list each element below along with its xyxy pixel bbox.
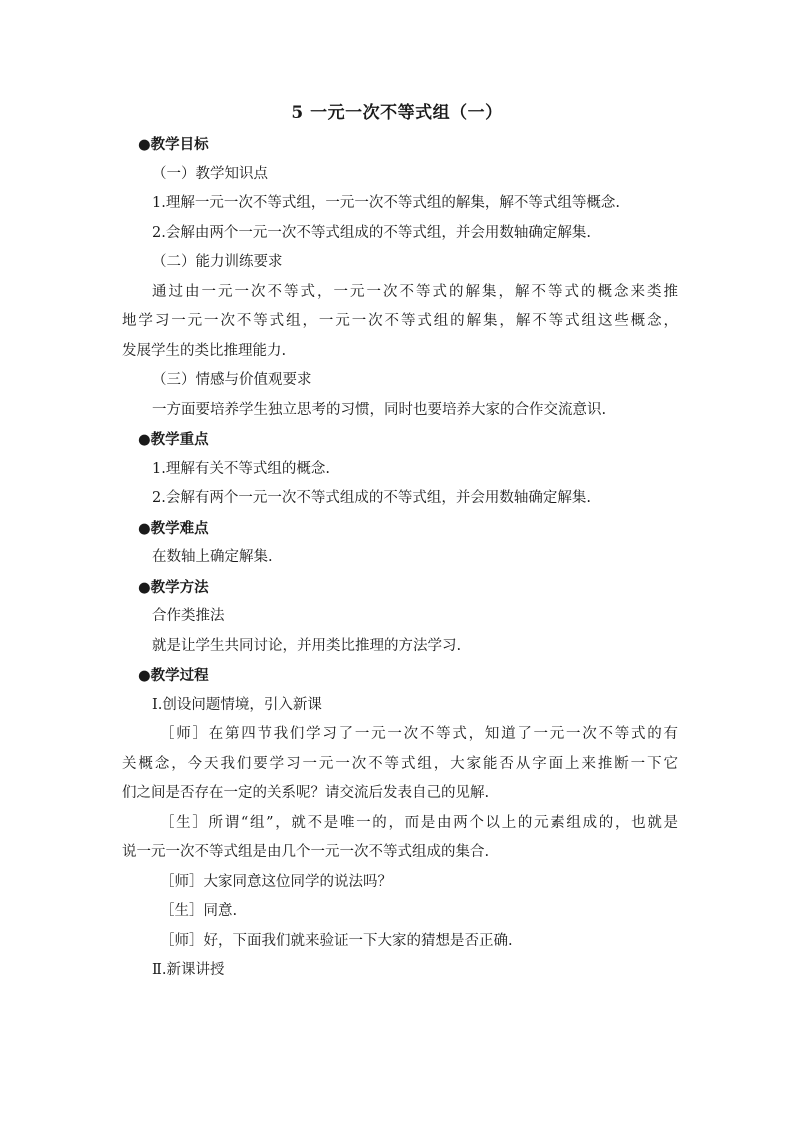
- section-heading: ●教学过程: [138, 667, 209, 684]
- text-line: Ⅱ.新课讲授: [152, 962, 225, 978]
- text-line: 在数轴上确定解集.: [152, 549, 273, 565]
- text-line: 合作类推法: [152, 608, 225, 624]
- section-heading: ●教学目标: [138, 136, 209, 153]
- text-line: Ⅰ.创设问题情境，引入新课: [152, 696, 322, 713]
- text-line: 一方面要培养学生独立思考的习惯，同时也要培养大家的合作交流意识.: [152, 401, 607, 418]
- text-line: （二）能力训练要求: [152, 254, 283, 270]
- text-line: ［生］所谓“组”，就不是唯一的，而是由两个以上的元素组成的，也就是: [160, 814, 678, 831]
- text-line: 们之间是否存在一定的关系呢？请交流后发表自己的见解.: [122, 785, 490, 801]
- document-body: [122, 130, 678, 986]
- text-line: ［生］同意.: [160, 903, 238, 919]
- document-title: 5 一元一次不等式组（一）: [291, 103, 503, 123]
- text-line: （三）情感与价值观要求: [152, 372, 312, 388]
- text-line: 关概念，今天我们要学习一元一次不等式组，大家能否从字面上来推断一下它: [122, 755, 678, 772]
- text-line: 地学习一元一次不等式组，一元一次不等式组的解集，解不等式组这些概念，: [122, 313, 678, 329]
- section-heading: ●教学方法: [138, 578, 209, 596]
- text-line: 1.理解有关不等式组的概念.: [152, 460, 330, 477]
- text-line: 1.理解一元一次不等式组，一元一次不等式组的解集，解不等式组等概念.: [152, 195, 620, 211]
- section-heading: ●教学难点: [138, 519, 209, 537]
- text-line: 2.会解由两个一元一次不等式组成的不等式组，并会用数轴确定解集.: [152, 224, 591, 241]
- text-line: （一）教学知识点: [152, 165, 268, 182]
- text-line: ［师］大家同意这位同学的说法吗？: [160, 873, 392, 890]
- text-line: 2.会解有两个一元一次不等式组成的不等式组，并会用数轴确定解集.: [152, 490, 591, 506]
- text-line: 发展学生的类比推理能力.: [122, 342, 287, 359]
- text-line: 就是让学生共同讨论，并用类比推理的方法学习.: [152, 637, 462, 654]
- text-line: 通过由一元一次不等式，一元一次不等式的解集，解不等式的概念来类推: [152, 283, 678, 300]
- text-line: 说一元一次不等式组是由几个一元一次不等式组成的集合.: [122, 844, 490, 860]
- text-line: ［师］在第四节我们学习了一元一次不等式，知道了一元一次不等式的有: [160, 726, 678, 742]
- text-line: ［师］好，下面我们就来验证一下大家的猜想是否正确.: [160, 932, 513, 949]
- section-heading: ●教学重点: [138, 431, 209, 448]
